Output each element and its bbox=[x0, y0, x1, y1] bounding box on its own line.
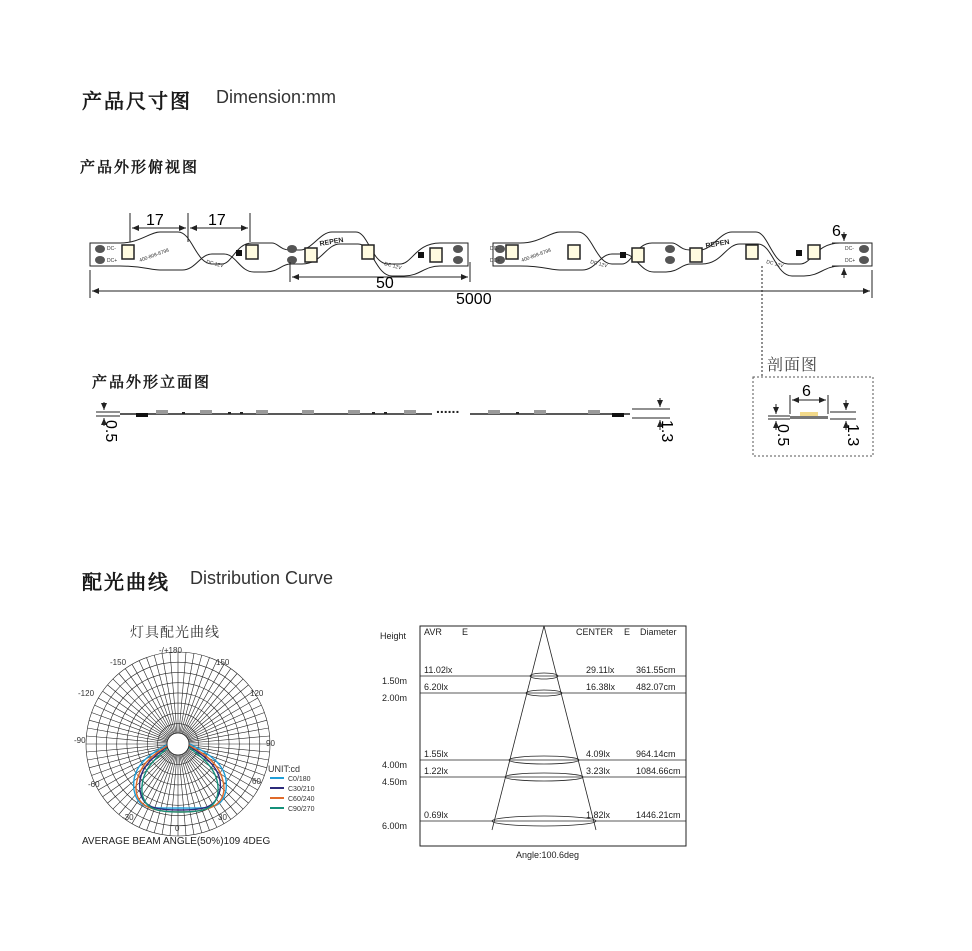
polar-spoke bbox=[147, 658, 175, 734]
polar-spoke bbox=[119, 674, 171, 736]
dim-label-17a: 17 bbox=[146, 212, 164, 229]
row-height: 1.50m bbox=[382, 676, 408, 686]
polar-spoke bbox=[108, 685, 170, 737]
row-center: 29.11lx bbox=[586, 665, 615, 675]
legend-c0: C0/180 bbox=[288, 776, 311, 783]
strip-brand-label: REPEN bbox=[319, 236, 345, 248]
row-center: 16.38lx bbox=[586, 682, 616, 692]
polar-angle-neg60: -60 bbox=[88, 780, 100, 789]
section-label-thickness-right: 1.3 bbox=[844, 424, 861, 447]
legend-c90: C90/270 bbox=[288, 806, 315, 813]
polar-spoke bbox=[185, 674, 237, 736]
beam-angle-total: Angle:100.6deg bbox=[516, 850, 580, 860]
row-center: 4.09lx bbox=[586, 749, 611, 759]
row-avr: 1.22lx bbox=[424, 766, 449, 776]
strip-phone-label: 400-808-8798 bbox=[138, 247, 170, 264]
col-diameter: Diameter bbox=[640, 627, 677, 637]
row-height: 2.00m bbox=[382, 693, 408, 703]
section-label-thickness-left: 0.5 bbox=[774, 424, 791, 447]
section-label-width: 6 bbox=[802, 383, 811, 400]
dim-label-17b: 17 bbox=[208, 212, 226, 229]
gap-marker: ...... bbox=[436, 400, 460, 416]
row-height: 6.00m bbox=[382, 821, 408, 831]
polar-angle-neg90: -90 bbox=[74, 736, 86, 745]
pad-label-dc-plus-3: DC+ bbox=[845, 258, 856, 264]
polar-angle-150: 150 bbox=[216, 658, 230, 667]
polar-angle-neg30: -30 bbox=[122, 813, 134, 822]
col-center: CENTER bbox=[576, 627, 614, 637]
polar-spoke bbox=[147, 754, 175, 830]
legend-c30: C30/210 bbox=[288, 786, 315, 793]
polar-angle-90: 90 bbox=[266, 739, 275, 748]
polar-spoke bbox=[139, 661, 173, 734]
side-view-title: 产品外形立面图 bbox=[92, 373, 212, 391]
strip-top-view-left bbox=[90, 232, 468, 276]
polar-angle-0: 0 bbox=[175, 824, 180, 833]
polar-unit: UNIT:cd bbox=[268, 764, 301, 774]
row-height: 4.50m bbox=[382, 777, 408, 787]
row-avr: 11.02lx bbox=[424, 665, 453, 675]
illuminance-diagram bbox=[370, 618, 700, 866]
dim-label-thickness-left: 0.5 bbox=[102, 420, 119, 443]
dim-label-thickness-right: 1.3 bbox=[658, 420, 675, 443]
polar-spoke bbox=[98, 698, 168, 739]
row-avr: 1.55lx bbox=[424, 749, 449, 759]
distribution-title-cn: 配光曲线 bbox=[82, 570, 170, 594]
strip-voltage-label-3: DC 12V bbox=[383, 261, 402, 272]
polar-spoke bbox=[182, 754, 210, 830]
row-center: 3.23lx bbox=[586, 766, 611, 776]
pad-label-dc-minus: DC- bbox=[107, 246, 116, 252]
polar-spoke bbox=[132, 754, 173, 824]
dim-label-50: 50 bbox=[376, 275, 394, 292]
polar-spoke bbox=[183, 661, 217, 734]
section-view-title: 剖面图 bbox=[767, 355, 819, 374]
row-diameter: 482.07cm bbox=[636, 682, 676, 692]
col-height: Height bbox=[380, 631, 407, 641]
polar-spoke bbox=[184, 664, 225, 734]
polar-spoke bbox=[186, 685, 248, 737]
pad-label-dc-plus: DC+ bbox=[107, 258, 118, 264]
row-diameter: 361.55cm bbox=[636, 665, 676, 675]
polar-spoke bbox=[182, 658, 210, 734]
polar-title: 灯具配光曲线 bbox=[130, 625, 220, 641]
strip-voltage-label: DC 12V bbox=[205, 259, 224, 270]
col-avr: AVR bbox=[424, 627, 442, 637]
section-pcb bbox=[790, 416, 828, 419]
distribution-title-en: Distribution Curve bbox=[190, 568, 334, 588]
strip-phone-label-2: 400-808-8798 bbox=[520, 247, 552, 264]
polar-angle-30: 30 bbox=[218, 813, 227, 822]
polar-diagram bbox=[70, 640, 360, 852]
row-diameter: 964.14cm bbox=[636, 749, 676, 759]
col-e1: E bbox=[462, 627, 469, 637]
polar-spoke bbox=[188, 705, 261, 739]
polar-spoke bbox=[95, 705, 168, 739]
polar-angle-120: 120 bbox=[250, 689, 264, 698]
row-center: 1.82lx bbox=[586, 810, 611, 820]
polar-spoke bbox=[188, 713, 264, 741]
strip-side-view bbox=[120, 410, 630, 417]
dimension-title-cn: 产品尺寸图 bbox=[82, 89, 192, 113]
strip-voltage-label-4: DC 12V bbox=[765, 259, 784, 270]
polar-spoke bbox=[186, 679, 243, 736]
pad-label-dc-plus-2: DC+ bbox=[490, 258, 501, 264]
row-avr: 6.20lx bbox=[424, 682, 449, 692]
pad-label-dc-minus-2: DC- bbox=[490, 246, 499, 252]
row-diameter: 1446.21cm bbox=[636, 810, 681, 820]
row-diameter: 1084.66cm bbox=[636, 766, 681, 776]
dim-label-width: 6 bbox=[832, 223, 841, 240]
polar-angle-180: -/+180 bbox=[159, 646, 182, 655]
polar-spoke bbox=[113, 679, 170, 736]
dim-label-5000: 5000 bbox=[456, 291, 492, 308]
top-view-title: 产品外形俯视图 bbox=[80, 158, 200, 176]
legend-c60: C60/240 bbox=[288, 796, 315, 803]
row-avr: 0.69lx bbox=[424, 810, 449, 820]
polar-angle-neg120: -120 bbox=[78, 689, 95, 698]
col-e2: E bbox=[624, 627, 631, 637]
polar-angle-60: 60 bbox=[252, 777, 261, 786]
pad-label-dc-minus-3: DC- bbox=[845, 246, 854, 252]
polar-spoke bbox=[113, 752, 170, 809]
row-height: 4.00m bbox=[382, 760, 408, 770]
polar-angle-neg150: -150 bbox=[110, 658, 127, 667]
beam-angle-label: AVERAGE BEAM ANGLE(50%)109 4DEG bbox=[82, 836, 271, 847]
strip-voltage-label-2: DC 12V bbox=[589, 259, 608, 270]
strip-brand-label-2: REPEN bbox=[705, 238, 731, 250]
dimension-title-en: Dimension:mm bbox=[216, 87, 337, 107]
polar-spoke bbox=[188, 698, 258, 739]
polar-spoke bbox=[132, 664, 173, 734]
section-led bbox=[800, 412, 818, 416]
polar-spoke bbox=[92, 713, 168, 741]
